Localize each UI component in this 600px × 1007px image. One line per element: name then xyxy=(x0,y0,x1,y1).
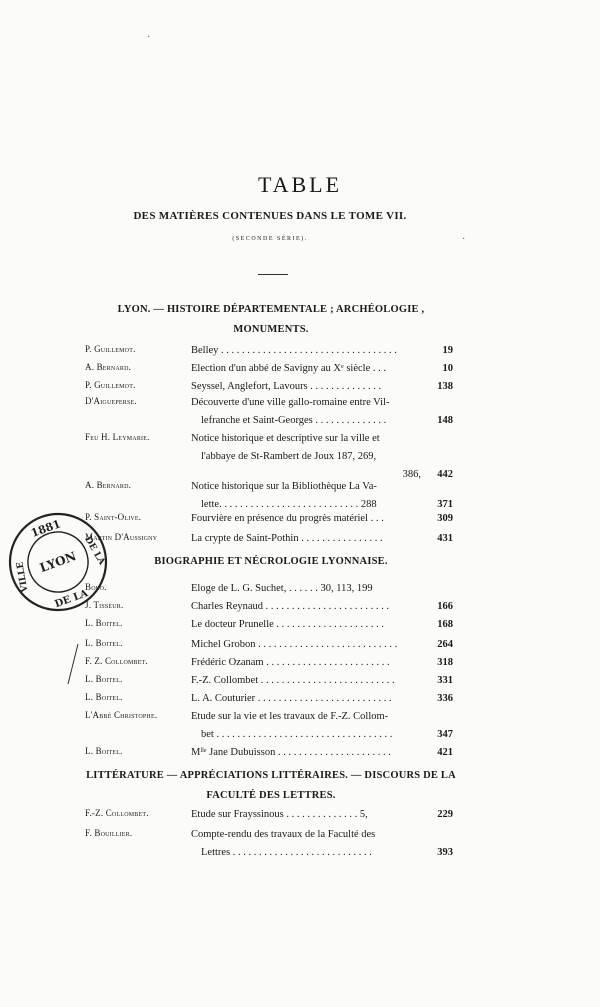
entry-title-line: La crypte de Saint-Pothin . . . . . . . . . . . . . . . . xyxy=(191,533,383,544)
entry-author: L. Boitel. xyxy=(85,674,123,684)
entry-title xyxy=(191,598,423,616)
entry-author: P. Guillemot. xyxy=(85,344,136,354)
entry-title xyxy=(191,806,423,824)
entry-title-line: Le docteur Prunelle . . . . . . . . . . . . . . . . . . . . . xyxy=(191,619,385,630)
entry-title xyxy=(191,530,423,548)
entry-author: J. Tisseur. xyxy=(85,600,124,610)
entry-page-number: 393 xyxy=(437,847,453,858)
entry-title-line: Découverte d'une ville gallo-romaine entre Vil- xyxy=(191,397,390,408)
entry-page-number: 19 xyxy=(442,345,453,356)
entry-title-line: Belley . . . . . . . . . . . . . . . . . . . . . . . . . . . . . . . . . . xyxy=(191,345,397,356)
entry-page-number: 309 xyxy=(437,513,453,524)
entry-page-number: 148 xyxy=(437,415,453,426)
entry-title xyxy=(191,360,423,378)
entry-author: L'Abbé Christophe. xyxy=(85,710,158,720)
entry-author: L. Boitel. xyxy=(85,692,123,702)
entry-title-line: Compte-rendu des travaux de la Faculté des xyxy=(191,829,376,840)
entry-title xyxy=(191,430,423,484)
entry-title xyxy=(191,394,423,430)
entry-title xyxy=(191,636,423,654)
entry-author: Feu H. Leymarie. xyxy=(85,432,150,442)
entry-title-line: Etude sur la vie et les travaux de F.-Z. Collom- xyxy=(191,711,389,722)
page-subtitle: DES MATIÈRES CONTENUES DANS LE TOME VII. xyxy=(133,210,407,222)
entry-title-line: Etude sur Frayssinous . . . . . . . . . . . . . . 5, xyxy=(191,809,368,820)
entry-title-line: F.-Z. Collombet . . . . . . . . . . . . . . . . . . . . . . . . . . xyxy=(191,675,395,686)
entry-author: A. Bernard. xyxy=(85,480,132,490)
entry-title xyxy=(191,672,423,690)
section-heading: MONUMENTS. xyxy=(233,324,309,335)
entry-author: P. Saint-Olive. xyxy=(85,512,142,522)
stamp-center-text: LYON xyxy=(37,548,79,576)
entry-author: F. Z. Collombet. xyxy=(85,656,148,666)
library-stamp-icon xyxy=(4,508,112,616)
entry-title-line: lette. . . . . . . . . . . . . . . . . . . . . . . . . . . 288 xyxy=(201,499,377,510)
entry-title-line: bet . . . . . . . . . . . . . . . . . . . . . . . . . . . . . . . . . . xyxy=(201,729,393,740)
entry-author: F.-Z. Collombet. xyxy=(85,808,149,818)
entry-author: Martin D'Aussigny xyxy=(85,532,158,542)
section-heading: FACULTÉ DES LETTRES. xyxy=(206,790,336,801)
entry-title xyxy=(191,510,423,528)
title-rule xyxy=(258,274,288,275)
section-heading: LITTÉRATURE — APPRÉCIATIONS LITTÉRAIRES. — DISCOURS DE LA xyxy=(86,770,456,781)
entry-page-number: 442 xyxy=(437,469,453,480)
entry-page-number: 421 xyxy=(437,747,453,758)
entry-page-number: 166 xyxy=(437,601,453,612)
entry-title xyxy=(191,478,423,514)
entry-title-line: Fourvière en présence du progrès matériel . . . xyxy=(191,513,384,524)
entry-title-line: l'abbaye de St-Rambert de Joux 187, 269, xyxy=(201,451,377,462)
section-heading: BIOGRAPHIE ET NÉCROLOGIE LYONNAISE. xyxy=(154,556,388,567)
entry-page-number: 431 xyxy=(437,533,453,544)
entry-title-line: Lettres . . . . . . . . . . . . . . . . . . . . . . . . . . . xyxy=(201,847,372,858)
entry-page-number: 229 xyxy=(437,809,453,820)
stamp-left-text: VILLE xyxy=(15,560,31,593)
entry-author: Bolo. xyxy=(85,582,107,592)
series-label: (SECONDE SÉRIE). xyxy=(232,236,308,242)
ink-speck: · xyxy=(462,234,466,245)
entry-title-line: Seyssel, Anglefort, Lavours . . . . . . . . . . . . . . xyxy=(191,381,382,392)
entry-page-number: 336 xyxy=(437,693,453,704)
entry-page-number: 347 xyxy=(437,729,453,740)
entry-title-line: Election d'un abbé de Savigny au Xᵉ siècle . . . xyxy=(191,363,386,374)
entry-title xyxy=(191,744,423,762)
entry-title xyxy=(191,580,423,598)
entry-title-line: Notice historique et descriptive sur la ville et xyxy=(191,433,380,444)
entry-page-number: 138 xyxy=(437,381,453,392)
entry-page-number: 371 xyxy=(437,499,453,510)
entry-author: L. Boitel. xyxy=(85,638,123,648)
section-heading: LYON. — HISTOIRE DÉPARTEMENTALE ; ARCHÉOLOGIE , xyxy=(117,304,425,315)
entry-page-number: 331 xyxy=(437,675,453,686)
entry-title-line: Mˡˡᵉ Jane Dubuisson . . . . . . . . . . . . . . . . . . . . . . xyxy=(191,747,391,758)
entry-author: D'Aigueperse. xyxy=(85,396,137,406)
entry-page-number: 168 xyxy=(437,619,453,630)
entry-title-line: Charles Reynaud . . . . . . . . . . . . . . . . . . . . . . . . xyxy=(191,601,390,612)
entry-page-number: 10 xyxy=(442,363,453,374)
entry-page-number: 318 xyxy=(437,657,453,668)
entry-title xyxy=(191,708,423,744)
entry-page-number: 264 xyxy=(437,639,453,650)
entry-title xyxy=(191,826,423,862)
stamp-right-text: DE LA xyxy=(82,534,107,567)
pencil-mark-icon xyxy=(66,642,80,686)
entry-title-line: Frédéric Ozanam . . . . . . . . . . . . . . . . . . . . . . . . xyxy=(191,657,390,668)
entry-title xyxy=(191,654,423,672)
entry-title-line: Notice historique sur la Bibliothèque La Va- xyxy=(191,481,377,492)
ink-speck: · xyxy=(147,32,151,43)
entry-title xyxy=(191,690,423,708)
page-title: TABLE xyxy=(257,172,343,197)
stamp-top-text: 1881 xyxy=(29,517,63,540)
entry-title xyxy=(191,342,423,360)
entry-title-line: lefranche et Saint-Georges . . . . . . . . . . . . . . xyxy=(201,415,387,426)
entry-title xyxy=(191,616,423,634)
entry-author: L. Boitel. xyxy=(85,618,123,628)
entry-author: A. Bernard. xyxy=(85,362,132,372)
entry-author: P. Guillemot. xyxy=(85,380,136,390)
stamp-bottom-text: DE LA xyxy=(53,588,90,611)
entry-title-line: L. A. Couturier . . . . . . . . . . . . . . . . . . . . . . . . . . xyxy=(191,693,392,704)
entry-title-line: 386, xyxy=(402,469,421,480)
entry-title-line: Eloge de L. G. Suchet, . . . . . . 30, 113, 199 xyxy=(191,583,373,594)
entry-title-line: Michel Grobon . . . . . . . . . . . . . . . . . . . . . . . . . . . xyxy=(191,639,398,650)
entry-author: F. Bouillier. xyxy=(85,828,133,838)
entry-author: L. Boitel. xyxy=(85,746,123,756)
